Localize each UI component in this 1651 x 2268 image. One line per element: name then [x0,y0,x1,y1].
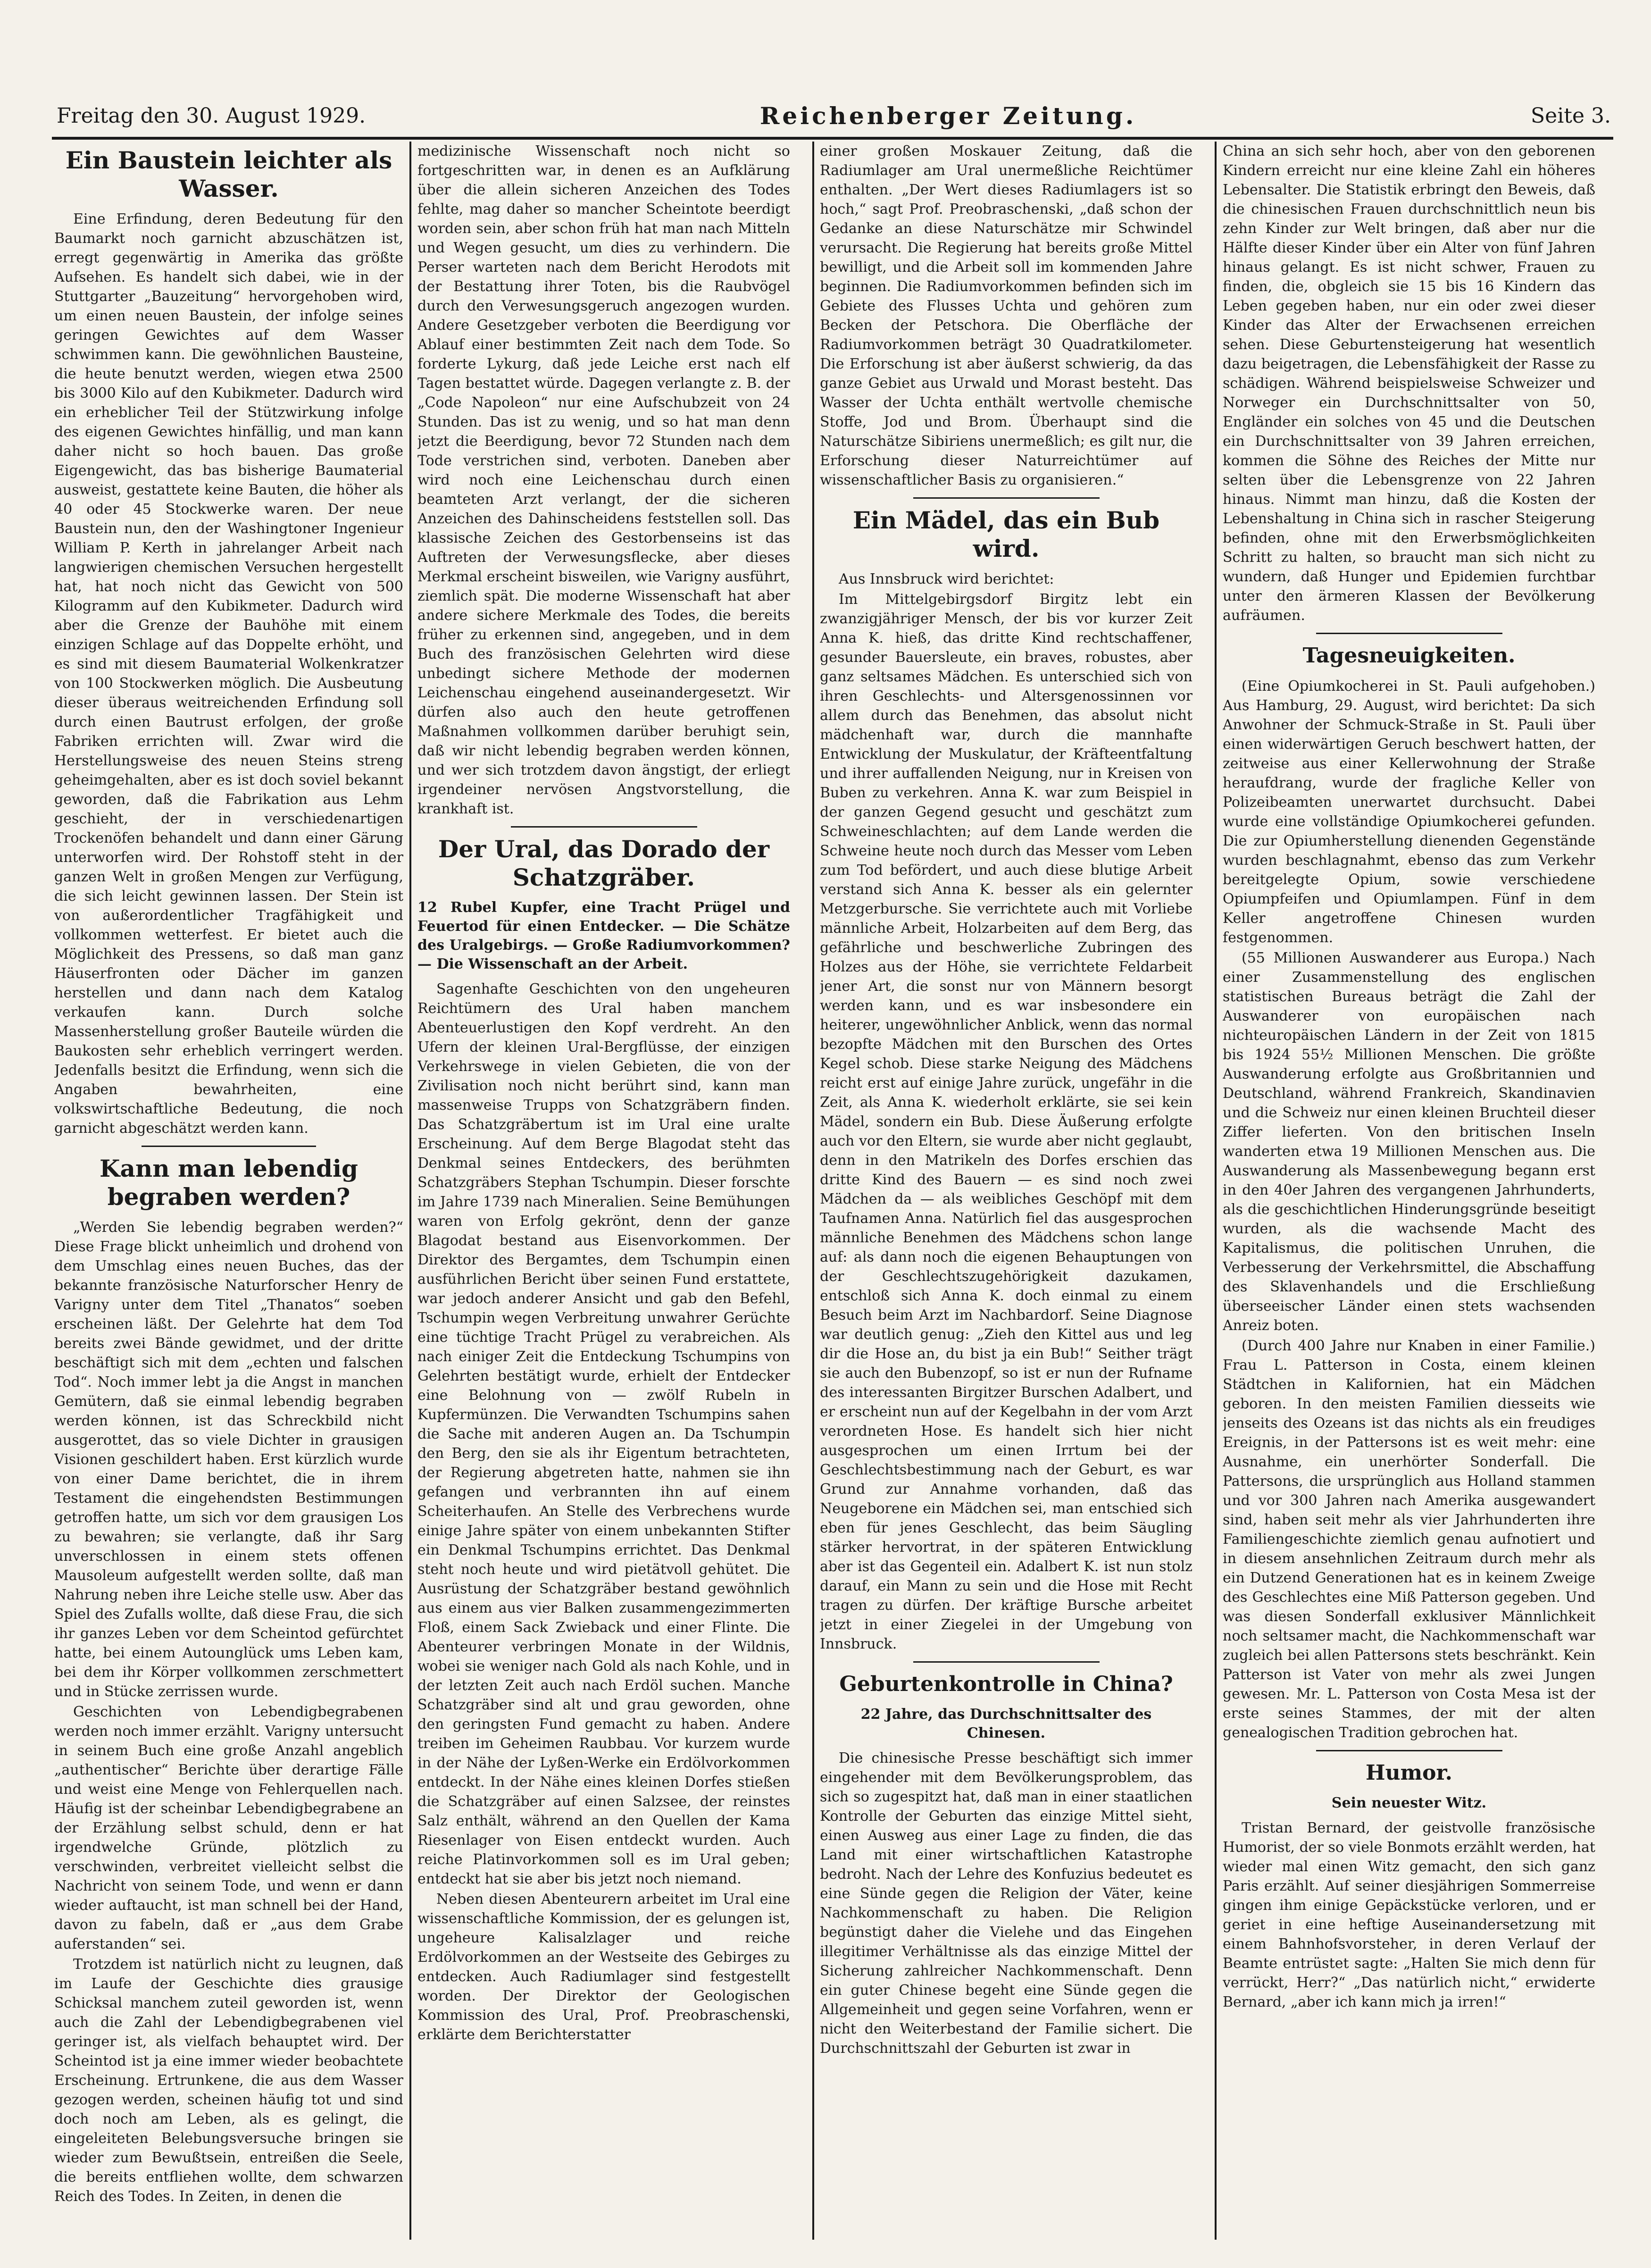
header-rule [52,137,1613,140]
article-continuation: einer großen Moskauer Zeitung, daß die Radiumlager am Ural unermeßliche Reichtümer enthalten. „Der Wert dieses Radiumlagers ist so hoch,“ sagt Prof. Preobraschenski, „daß schon der Gedanke an diese Naturschätze mir Schwindel verursacht. Die Regierung hat bereits große Mittel bewilligt, und die Arbeit soll im kommenden Jahre beginnen. Die Radiumvorkommen befinden sich im Gebiete des Flusses Uchta und gehören zum Becken der Petschora. Die Oberfläche der Radiumvorkommen beträgt 30 Quadratkilometer. Die Erforschung ist aber äußerst schwierig, da das ganze Gebiet aus Urwald und Morast besteht. Das Wasser der Uchta enthält wertvolle chemische Stoffe, Jod und Brom. Überhaupt sind die Naturschätze Sibiriens unermeßlich; es gilt nur, die Erforschung dieser Naturreichtümer auf wissenschaftlicher Basis zu organisieren.“ [820,143,1192,488]
headline-ural: Der Ural, das Dorado der Schatzgräber. [438,835,770,891]
column-rule [812,142,814,2240]
article-paragraph: Neben diesen Abenteurern arbeitet im Ural eine wissenschaftliche Kommission, der es gelungen ist, ungeheure Kalisalzlager und reiche Erdölvorkommen an der Westseite des Gebirges zu entdecken. Auch Radiumlager sind festgestellt worden. Der Direktor der Geologischen Kommission des Ural, Prof. Preobraschenski, erklärte dem Berichterstatter [417,1891,790,2043]
article-divider [913,497,1100,499]
subheadline-china: 22 Jahre, das Durchschnittsalter des Chinesen. [860,1706,1152,1741]
article-continuation: medizinische Wissenschaft noch nicht so fortgeschritten war, in denen es an Aufklärung über die allein sicheren Anzeichen des Todes fehlte, mag daher so mancher Scheintote beerdigt worden sein, aber schon früh hat man nach Mitteln und Wegen gesucht, um dies zu verhindern. Die Perser warteten nach dem Bericht Herodots mit der Bestattung ihrer Toten, bis die Raubvögel durch den Verwesungsgeruch angezogen wurden. Andere Gesetzgeber verboten die Beerdigung vor Ablauf einer bestimmten Zeit nach dem Tode. So forderte Lykurg, daß jede Leiche erst nach elf Tagen bestattet würde. Dagegen verlangte z. B. der „Code Napoleon“ nur eine Aufschubzeit von 24 Stunden. Das ist zu wenig, und so hat man denn jetzt die Beerdigung, bevor 72 Stunden nach dem Tode verstrichen sind, verboten. Daneben aber wird noch eine Leichenschau durch einen beamteten Arzt verlangt, der die sicheren Anzeichen des Dahinscheidens feststellen soll. Das klassische Zeichen des Gestorbenseins ist das Auftreten der Verwesungsflecke, aber dieses Merkmal erscheint bisweilen, wie Varigny ausführt, ziemlich spät. Die moderne Wissenschaft hat aber andere sichere Merkmale des Todes, die bereits früher zu erkennen sind, angegeben, und in dem Buch des französischen Gelehrten wird diese unbedingt sichere Methode der modernen Leichenschau eingehend auseinandergesetzt. Wir dürfen also auch den heute getroffenen Maßnahmen vollkommen darüber beruhigt sein, daß wir nicht lebendig begraben werden können, und wer sich trotzdem davon ängstigt, der erliegt irgendeiner nervösen Angstvorstellung, die krankhaft ist. [417,143,790,817]
column-rule [409,142,411,2240]
column-3 [820,142,1192,2240]
article-paragraph: Geschichten von Lebendigbegrabenen werden noch immer erzählt. Varigny untersucht in seinem Buch eine große Anzahl angeblich „authentischer“ Berichte über derartige Fälle und weist eine Menge von Fehlerquellen nach. Häufig ist der scheinbar Lebendigbegrabene an der Erzählung selbst schuld, denn er hat irgendwelche Gründe, plötzlich zu verschwinden, verbreitet vielleicht selbst die Nachricht von seinem Tode, und wenn er dann wieder auftaucht, ist man schnell bei der Hand, davon zu fabeln, daß er „aus dem Grabe auferstanden“ sei. [54,1704,403,1952]
article-paragraph: Eine Erfindung, deren Bedeutung für den Baumarkt noch garnicht abzuschätzen ist, erregt gegenwärtig in Amerika das größte Aufsehen. Es handelt sich dabei, wie in der Stuttgarter „Bauzeitung“ hervorgehoben wird, um einen neuen Baustein, der infolge seines geringen Gewichtes auf dem Wasser schwimmen kann. Die gewöhnlichen Bausteine, die heute benutzt werden, wiegen etwa 2500 bis 3000 Kilo auf den Kubikmeter. Dadurch wird ein erheblicher Teil der Stützwirkung infolge des eigenen Gewichtes hinfällig, und man kann daher nicht so hoch bauen. Das große Eigengewicht, das bas bisherige Baumaterial ausweist, gestattete keine Bauten, die höher als 40 oder 45 Stockwerke waren. Der neue Baustein nun, den der Washingtoner Ingenieur William P. Kerth in jahrelanger Arbeit nach langwierigen chemischen Versuchen hergestellt hat, hat noch nicht das Gewicht von 500 Kilogramm auf den Kubikmeter. Dadurch wird aber die Grenze der Bauhöhe mit einem einzigen Schlage auf das Doppelte erhöht, und es sind mit diesem Baumaterial Wolkenkratzer von 100 Stockwerken möglich. Die Ausbeutung dieser überaus weitreichenden Erfindung soll durch einen Bautrust erfolgen, der große Fabriken errichten will. Zwar wird die Herstellungsweise des neuen Steins streng geheimgehalten, aber es ist doch soviel bekannt geworden, daß die Fabrikation aus Lehm geschieht, der in verschiedenartigen Trockenöfen behandelt und dann einer Gärung unterworfen wird. Der Rohstoff steht in der ganzen Welt in großen Mengen zur Verfügung, die sich leicht gewinnen lassen. Der Stein ist von außerordentlicher Tragfähigkeit und vollkommen wetterfest. Er bietet auch die Möglichkeit des Pressens, so daß man ganz Häuserfronten oder Dächer im ganzen herstellen und dann nach dem Katalog verkaufen kann. Durch solche Massenherstellung großer Bauteile würden die Baukosten sehr erheblich verringert werden. Jedenfalls besitzt die Erfindung, wenn sich die Angaben bewahrheiten, eine volkswirtschaftliche Bedeutung, die noch garnicht abgeschätzt werden kann. [54,211,403,1137]
article-divider [913,1661,1100,1663]
news-item: (Eine Opiumkocherei in St. Pauli aufgehoben.) Aus Hamburg, 29. August, wird berichtet: Da sich Anwohner der Schmuck-Straße in St. Pauli über einen widerwärtigen Geruch beschwert hatten, der zeitweise aus einer Kellerwohnung der Straße heraufdrang, wurde der fragliche Keller von Polizeibeamten unerwartet durchsucht. Dabei wurde eine vollständige Opiumkocherei gefunden. Die zur Opiumherstellung dienenden Gegenstände wurden beschlagnahmt, ebenso das zum Verkehr bereitgelegte Opium, sowie verschiedene Opiumpfeifen und Opiumlampen. Fünf in dem Keller angetroffene Chinesen wurden festgenommen. [1223,678,1595,946]
article-divider [1316,633,1502,634]
article-divider [511,826,697,828]
headline-baustein: Ein Baustein leichter als Wasser. [65,146,392,202]
headline-geburtenkontrolle: Geburtenkontrolle in China? [839,1672,1173,1696]
masthead [57,99,1611,132]
newspaper-title: Reichenberger Zeitung. [759,101,1137,130]
news-item: (55 Millionen Auswanderer aus Europa.) Nach einer Zusammenstellung des englischen statistischen Bureaus beträgt die Zahl der Auswanderer von europäischen nach nichteuropäischen Ländern in der Zeit von 1815 bis 1924 55½ Millionen Menschen. Die größte Auswanderung erfolgte aus Großbritannien und Deutschland, während Frankreich, Skandinavien und die Schweiz nur einen kleinen Bruchteil dieser Ziffer lieferten. Von den britischen Inseln wanderten etwa 19 Millionen Menschen aus. Die Auswanderung als Massenbewegung begann erst in den 40er Jahren des vergangenen Jahrhunderts, als die geschichtlichen Hinderungsgründe beseitigt wurden, als die wachsende Macht des Kapitalismus, die politischen Unruhen, die Verbesserung der Verkehrsmittel, die Abschaffung des Sklavenhandels und die Erschließung überseeischer Länder einen stets wachsenden Anreiz boten. [1223,950,1595,1334]
page-number: Seite 3. [1531,103,1611,128]
article-paragraph: Im Mittelgebirgsdorf Birgitz lebt ein zwanzigjähriger Mensch, der bis vor kurzer Zeit Anna K. hieß, das dritte Kind rechtschaffener, gesunder Bauersleute, ein braves, robustes, aber ganz seltsames Mädchen. Es unterschied sich von ihren Geschlechts- und Altersgenossinnen vor allem durch das Benehmen, das absolut nicht mädchenhaft war, durch die mannhafte Entwicklung der Muskulatur, der Kräfteentfaltung und ihrer auffallenden Neigung, nur in Kreisen von Buben zu verkehren. Anna K. war zum Beispiel in der ganzen Gegend gesucht und geschätzt zum Schweineschlachten; auf dem Lande werden die Schweine heute noch durch das Messer vom Leben zum Tod befördert, und auch diese blutige Arbeit verstand sich Anna K. besser als ein gelernter Metzgerbursche. Sie verrichtete auch mit Vorliebe männliche Arbeit, Holzarbeiten auf dem Berg, das gefährliche und beschwerliche Zubringen des Holzes aus der Höhe, sie verrichtete Feldarbeit jener Art, die sonst nur von Männern besorgt werden kann, und es war insbesondere ein heiterer, ungewöhnlicher Anblick, wenn das normal bezopfte Mädchen mit den Burschen des Ortes Kegel schob. Diese starke Neigung des Mädchens reicht erst auf einige Jahre zurück, ungefähr in die Zeit, als Anna K. wiederholt erklärte, sie sei kein Mädel, sondern ein Bub. Diese Äußerung erfolgte auch vor den Eltern, sie wurde aber nicht geglaubt, denn in den Matrikeln des Dorfes erschien das dritte Kind des Bauern — es sind noch zwei Mädchen da — als weibliches Geschöpf mit dem Taufnamen Anna. Natürlich fiel das ausgesprochen männliche Benehmen des Mädchens schon lange auf: als dann noch die eigenen Behauptungen von der Geschlechtszugehörigkeit dazukamen, entschloß sich Anna K. doch einmal zu einem Besuch beim Arzt im Nachbardorf. Seine Diagnose war deutlich genug: „Zieh den Kittel aus und leg dir die Hose an, du bist ja ein Bub!“ Seither trägt sie auch den Bubenzopf, so ist er nun der Rufname des interessanten Birgitzer Burschen Adalbert, und er erscheint nun auf der Kegelbahn in der vom Arzt verordneten Hose. Es handelt sich hier nicht ausgesprochen um einen Irrtum bei der Geschlechtsbestimmung nach der Geburt, es war Grund zur Annahme vorhanden, daß das Neugeborene ein Mädchen sei, man entschied sich eben für jenes Geschlecht, das beim Säugling stärker hervortrat, in der späteren Entwicklung aber ist das Gegenteil ein. Adalbert K. ist nun stolz darauf, ein Mann zu sein und die Hose mit Recht tragen zu dürfen. Der kräftige Bursche arbeitet jetzt in einer Ziegelei in der Umgebung von Innsbruck. [820,591,1192,1652]
article-divider [1316,1750,1502,1751]
subheadline-witz: Sein neuester Witz. [1331,1795,1487,1811]
article-paragraph: Tristan Bernard, der geistvolle französische Humorist, der so viele Bonmots erzählt werden, hat wieder mal einen Witz gemacht, den sich ganz Paris erzählt. Auf seiner diesjährigen Sommerreise gingen ihm einige Gepäckstücke verloren, und er geriet in eine heftige Auseinandersetzung mit einem Bahnhofsvorsteher, in deren Verlauf der Beamte entrüstet sagte: „Halten Sie mich denn für verrückt, Herr?“ „Das natürlich nicht,“ erwiderte Bernard, „aber ich kann mich ja irren!“ [1223,1820,1595,2010]
article-paragraph: Trotzdem ist natürlich nicht zu leugnen, daß im Laufe der Geschichte dies grausige Schicksal manchem zuteil geworden ist, wenn auch die Zahl der Lebendigbegrabenen viel geringer ist, als vielfach behauptet wird. Der Scheintod ist ja eine immer wieder beobachtete Erscheinung. Ertrunkene, die aus dem Wasser gezogen werden, scheinen häufig tot und sind doch noch am Leben, als es gelingt, die eingeleiteten Belebungsversuche bringen sie wieder zum Bewußtsein, entreißen die Seele, die bereits entfliehen wollte, dem schwarzen Reich des Todes. In Zeiten, in denen die [54,1956,403,2205]
headline-lebendig-begraben: Kann man lebendig begraben werden? [100,1155,358,1211]
headline-maedel-bub: Ein Mädel, das ein Bub wird. [852,506,1160,562]
issue-date: Freitag den 30. August 1929. [57,103,366,128]
column-4 [1223,142,1595,2240]
column-rule [1215,142,1217,2240]
subheadline-ural: 12 Rubel Kupfer, eine Tracht Prügel und Feuertod für einen Entdecker. — Die Schätze des Uralgebirgs. — Große Radiumvorkommen? — Die Wissenschaft an der Arbeit. [417,899,790,972]
headline-tagesneuigkeiten: Tagesneuigkeiten. [1302,644,1516,668]
article-paragraph: „Werden Sie lebendig begraben werden?“ Diese Frage blickt unheimlich und drohend von dem Umschlag eines neuen Buches, das der bekannte französische Naturforscher Henry de Varigny unter dem Titel „Thanatos“ soeben erscheinen läßt. Der Gelehrte hat dem Tod bereits zwei Bände gewidmet, und der dritte beschäftigt sich mit dem „echten und falschen Tod“. Noch immer lebt ja die Angst in manchen Gemütern, daß sie einmal lebendig begraben werden können, ist das Schreckbild nicht ausgerottet, das so viele Dichter in grausigen Visionen geschildert haben. Erst kürzlich wurde von einer Dame berichtet, die in ihrem Testament die eingehendsten Bestimmungen getroffen hatte, um sich vor dem grausigen Los zu bewahren; sie verlangte, daß ihr Sarg unverschlossen in einem stets offenen Mausoleum aufgestellt werden sollte, daß man Nahrung neben ihre Leiche stelle usw. Aber das Spiel des Zufalls wollte, daß diese Frau, die sich ihr ganzes Leben vor dem Scheintod gefürchtet hatte, bei einem Autounglück ums Leben kam, bei dem ihr Körper vollkommen zerschmettert und in Stücke zerrissen wurde. [54,1219,403,1700]
article-divider [142,1146,316,1147]
article-paragraph: Die chinesische Presse beschäftigt sich immer eingehender mit dem Bevölkerungsproblem, das sich so zugespitzt hat, daß man in einer staatlichen Kontrolle der Geburten das einzige Mittel sieht, einen Ausweg aus einer Lage zu finden, die das Land mit einer wirtschaftlichen Katastrophe bedroht. Nach der Lehre des Konfuzius bedeutet es eine Sünde gegen die Religion der Väter, keine Nachkommenschaft zu haben. Die Religion begünstigt daher die Vielehe und das Eingehen illegitimer Verhältnisse als das einzige Mittel der Sicherung zahlreicher Nachkommenschaft. Denn ein guter Chinese begeht eine Sünde gegen die Allgemeinheit und gegen seine Vorfahren, wenn er nicht den Weiterbestand der Familie sichert. Die Durchschnittszahl der Geburten ist zwar in [820,1750,1192,2057]
news-item: (Durch 400 Jahre nur Knaben in einer Familie.) Frau L. Patterson in Costa, einem kleinen Städtchen in Kalifornien, hat ein Mädchen geboren. In den meisten Familien diesseits wie jenseits des Ozeans ist das nichts als ein freudiges Ereignis, in der Pattersons ist es weit mehr: eine Ausnahme, ein unerhörter Sonderfall. Die Pattersons, die ursprünglich aus Holland stammen und vor 300 Jahren nach Amerika ausgewandert sind, haben seit mehr als vier Jahrhunderten ihre Familiengeschichte ziemlich genau aufnotiert und in diesem ansehnlichen Zeitraum durch mehr als ein Dutzend Generationen hat es in keinem Zweige des Geschlechtes eine Miß Patterson gegeben. Und was diesen Sonderfall exklusiver Männlichkeit noch seltsamer macht, die Nachkommenschaft war zugleich bei allen Pattersons stets beschränkt. Kein Patterson ist Vater von mehr als zwei Jungen gewesen. Mr. L. Patterson von Costa Mesa ist der erste seines Stammes, der mit der alten genealogischen Tradition gebrochen hat. [1223,1338,1595,1741]
column-2 [417,142,790,2240]
article-lead: Aus Innsbruck wird berichtet: [839,571,1054,587]
article-paragraph: Sagenhafte Geschichten von den ungeheuren Reichtümern des Ural haben manchem Abenteuerlustigen den Kopf verdreht. An den Ufern der kleinen Ural-Bergflüsse, der einzigen Verkehrswege in vielen Gebieten, die von der Zivilisation noch nicht berührt sind, kann man massenweise Trupps von Schatzgräbern finden. Das Schatzgräbertum ist im Ural eine uralte Erscheinung. Auf dem Berge Blagodat steht das Denkmal seines Entdeckers, des berühmten Schatzgräbers Stephan Tschumpin. Dieser forschte im Jahre 1739 nach Mineralien. Seine Bemühungen waren von Erfolg gekrönt, denn der ganze Blagodat bestand aus Eisenvorkommen. Der Direktor des Bergamtes, dem Tschumpin einen ausführlichen Bericht über seinen Fund erstattete, war jedoch anderer Ansicht und gab den Befehl, Tschumpin wegen Verbreitung unwahrer Gerüchte eine tüchtige Tracht Prügel zu verabreichen. Als nach einiger Zeit die Entdeckung Tschumpins von Gelehrten bestätigt wurde, erhielt der Entdecker eine Belohnung von — zwölf Rubeln in Kupfermünzen. Die Verwandten Tschumpins sahen die Sache mit anderen Augen an. Da Tschumpin den Berg, den sie als ihr Eigentum betrachteten, der Regierung abgetreten hatte, nahmen sie ihn gefangen und verbrannten ihn auf einem Scheiterhaufen. An Stelle des Verbrechens wurde einige Jahre später von einem unbekannten Stifter ein Denkmal Tschumpins errichtet. Das Denkmal steht noch heute und wird pietätvoll gehütet. Die Ausrüstung der Schatzgräber bestand gewöhnlich aus einem aus vier Balken zusammengezimmerten Floß, einem Sack Zwieback und einer Flinte. Die Abenteurer verbringen Monate in der Wildnis, wobei sie weniger nach Gold als nach Kohle, und in der letzten Zeit auch nach Erdöl suchen. Manche Schatzgräber sind alt und grau geworden, ohne den geringsten Fund gemacht zu haben. Andere treiben im Geheimen Raubbau. Vor kurzem wurde in der Nähe der Lyßen-Werke ein Erdölvorkommen entdeckt. In der Nähe eines kleinen Dorfes stießen die Schatzgräber auf einen Salzsee, der reinstes Salz enthält, während an den Quellen der Kama Riesenlager von Eisen entdeckt wurden. Auch reiche Platinvorkommen soll es im Ural geben; entdeckt hat sie aber bis jetzt noch niemand. [417,981,790,1887]
headline-humor: Humor. [1366,1761,1452,1785]
article-continuation: China an sich sehr hoch, aber von den geborenen Kindern erreicht nur eine kleine Zahl ein höheres Lebensalter. Die Statistik erbringt den Beweis, daß die chinesischen Frauen durchschnittlich neun bis zehn Kinder zur Welt bringen, daß aber nur die Hälfte dieser Kinder über ein Alter von fünf Jahren hinaus gelangt. Es ist nicht schwer, Frauen zu finden, die, obgleich sie 15 bis 16 Kindern das Leben gegeben haben, nur ein oder zwei dieser Kinder das Alter der Erwachsenen erreichen sehen. Diese Geburtensteigerung hat wesentlich dazu beigetragen, die Lebensfähigkeit der Rasse zu schädigen. Während beispielsweise Schweizer und Norweger ein Durchschnittsalter von 50, Engländer ein solches von 45 und die Deutschen ein Durchschnittsalter von 39 Jahren erreichen, kommen die Söhne des Reiches der Mitte nur selten über die Lebensgrenze von 22 Jahren hinaus. Nimmt man hinzu, daß die Kosten der Lebenshaltung in China sich in rascher Steigerung befinden, ohne mit den Erwerbsmöglichkeiten Schritt zu halten, so braucht man sich nicht zu wundern, daß Hunger und Epidemien furchtbar unter den ärmeren Klassen der Bevölkerung aufräumen. [1223,143,1595,624]
column-1 [54,142,403,2240]
